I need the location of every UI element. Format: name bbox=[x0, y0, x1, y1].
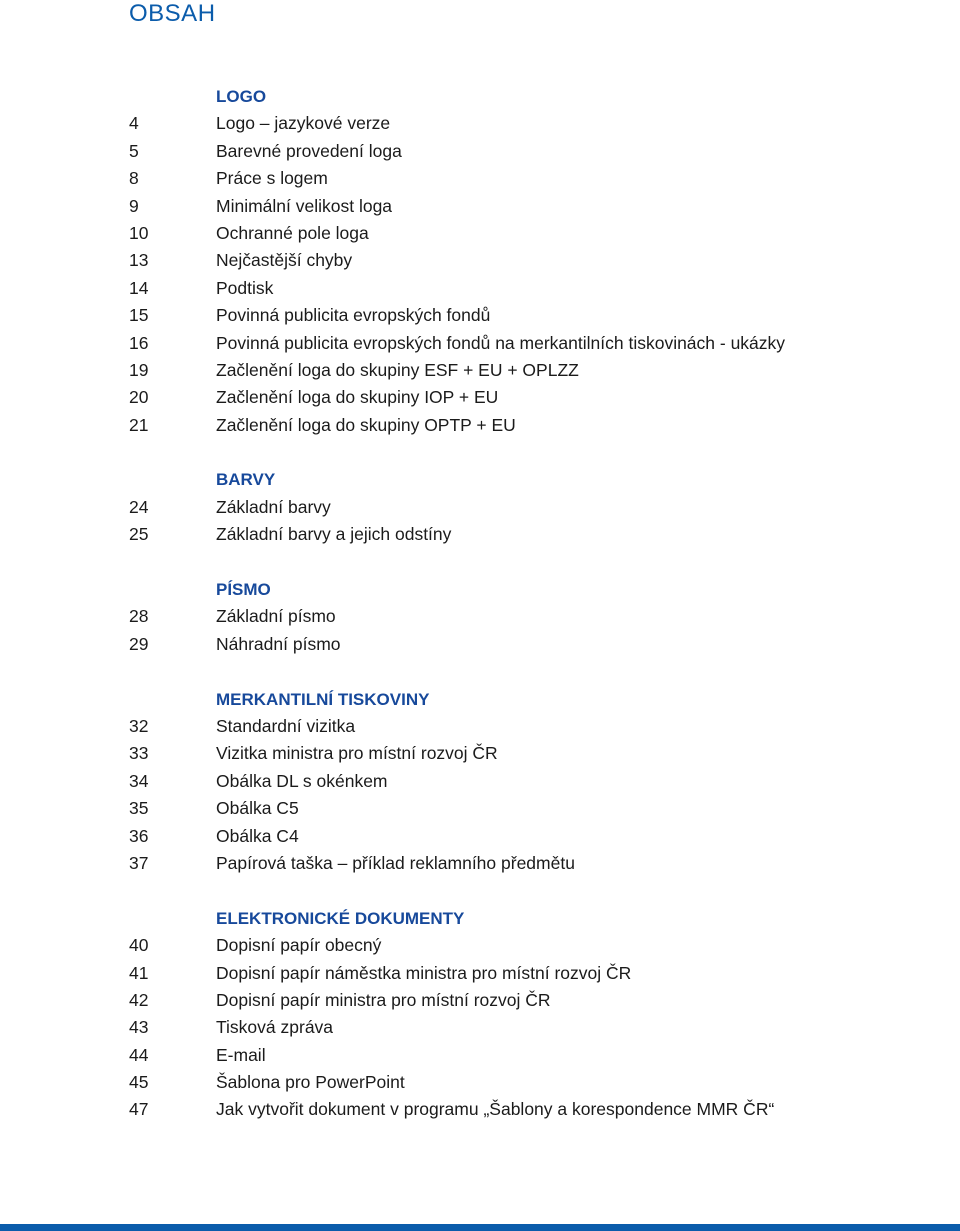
toc-page-number: 37 bbox=[129, 852, 149, 873]
toc-entry-title: Základní písmo bbox=[216, 606, 336, 627]
toc-entry[interactable] bbox=[129, 302, 889, 329]
toc-entry-title: Začlenění loga do skupiny IOP + EU bbox=[216, 387, 499, 408]
toc-page-number: 33 bbox=[129, 743, 149, 764]
toc-entry-title: Nejčastější chyby bbox=[216, 250, 353, 271]
toc-section bbox=[129, 576, 889, 658]
toc-entry-title: Obálka C4 bbox=[216, 825, 299, 846]
toc-entry-title: Povinná publicita evropských fondů bbox=[216, 305, 491, 326]
section-heading: MERKANTILNÍ TISKOVINY bbox=[216, 689, 430, 709]
toc-section bbox=[129, 83, 889, 439]
toc-entry[interactable] bbox=[129, 330, 889, 357]
toc-section bbox=[129, 905, 889, 1124]
toc-page-number: 16 bbox=[129, 332, 149, 353]
toc-section bbox=[129, 686, 889, 878]
section-heading: PÍSMO bbox=[216, 580, 271, 600]
toc-entry[interactable] bbox=[129, 1096, 889, 1123]
toc-entry[interactable] bbox=[129, 823, 889, 850]
toc-entry[interactable] bbox=[129, 713, 889, 740]
toc-entry-title: Ochranné pole loga bbox=[216, 222, 369, 243]
toc-page-number: 9 bbox=[129, 195, 139, 216]
toc-entry[interactable] bbox=[129, 795, 889, 822]
toc-entry[interactable] bbox=[129, 275, 889, 302]
toc-entry[interactable] bbox=[129, 412, 889, 439]
toc-entry-title: Podtisk bbox=[216, 277, 274, 298]
toc-entry[interactable] bbox=[129, 987, 889, 1014]
section-gap bbox=[129, 549, 889, 576]
toc-page-number: 35 bbox=[129, 798, 149, 819]
toc-entry[interactable] bbox=[129, 247, 889, 274]
toc-page-number: 5 bbox=[129, 140, 139, 161]
toc-page-number: 34 bbox=[129, 770, 149, 791]
toc-page-number: 28 bbox=[129, 606, 149, 627]
toc-entry-title: Práce s logem bbox=[216, 168, 328, 189]
section-heading: LOGO bbox=[216, 87, 267, 106]
toc-entry-title: Papírová taška – příklad reklamního předmětu bbox=[216, 852, 575, 873]
toc-entry[interactable] bbox=[129, 1069, 889, 1096]
toc-page-number: 24 bbox=[129, 496, 149, 517]
toc-entry-title: Šablona pro PowerPoint bbox=[216, 1072, 405, 1093]
toc-page-number: 20 bbox=[129, 387, 149, 408]
toc-entry-title: Vizitka ministra pro místní rozvoj ČR bbox=[216, 743, 498, 764]
toc-page-number: 40 bbox=[129, 935, 149, 956]
toc-entry[interactable] bbox=[129, 494, 889, 521]
toc-entry-title: Náhradní písmo bbox=[216, 633, 341, 654]
toc-entry[interactable] bbox=[129, 603, 889, 630]
page-title: OBSAH bbox=[129, 0, 216, 27]
toc-entry-title: E-mail bbox=[216, 1044, 266, 1065]
toc-entry[interactable] bbox=[129, 932, 889, 959]
toc-entry-title: Základní barvy bbox=[216, 496, 331, 517]
toc-entry[interactable] bbox=[129, 138, 889, 165]
section-heading: ELEKTRONICKÉ DOKUMENTY bbox=[216, 908, 465, 928]
toc-entry[interactable] bbox=[129, 740, 889, 767]
toc-page-number: 10 bbox=[129, 222, 149, 243]
toc-entry-title: Obálka C5 bbox=[216, 798, 299, 819]
toc-entry-title: Obálka DL s okénkem bbox=[216, 770, 388, 791]
toc-entry-title: Dopisní papír náměstka ministra pro místní rozvoj ČR bbox=[216, 962, 632, 983]
toc-entry-title: Minimální velikost loga bbox=[216, 195, 393, 216]
toc-page-number: 25 bbox=[129, 524, 149, 545]
toc-entry-title: Dopisní papír ministra pro místní rozvoj ČR bbox=[216, 989, 551, 1010]
section-gap bbox=[129, 439, 889, 466]
toc-entry-title: Barevné provedení loga bbox=[216, 140, 402, 161]
toc-entry-title: Začlenění loga do skupiny OPTP + EU bbox=[216, 414, 516, 435]
toc-page-number: 21 bbox=[129, 414, 149, 435]
toc-entry[interactable] bbox=[129, 1014, 889, 1041]
table-of-contents bbox=[129, 83, 889, 1124]
toc-entry[interactable] bbox=[129, 850, 889, 877]
toc-page-number: 47 bbox=[129, 1099, 149, 1120]
toc-page-number: 45 bbox=[129, 1072, 149, 1093]
toc-entry[interactable] bbox=[129, 165, 889, 192]
section-heading: BARVY bbox=[216, 470, 276, 490]
toc-entry[interactable] bbox=[129, 768, 889, 795]
toc-page-number: 13 bbox=[129, 250, 149, 271]
toc-page-number: 19 bbox=[129, 359, 149, 380]
toc-entry-title: Začlenění loga do skupiny ESF + EU + OPLZZ bbox=[216, 359, 579, 380]
toc-page-number: 44 bbox=[129, 1044, 149, 1065]
toc-entry[interactable] bbox=[129, 384, 889, 411]
toc-entry[interactable] bbox=[129, 1042, 889, 1069]
toc-entry[interactable] bbox=[129, 110, 889, 137]
toc-page-number: 15 bbox=[129, 305, 149, 326]
toc-entry[interactable] bbox=[129, 960, 889, 987]
toc-entry-title: Jak vytvořit dokument v programu „Šablony a korespondence MMR ČR“ bbox=[216, 1099, 775, 1120]
toc-section bbox=[129, 466, 889, 548]
toc-page-number: 4 bbox=[129, 113, 139, 134]
toc-entry[interactable] bbox=[129, 357, 889, 384]
toc-entry-title: Dopisní papír obecný bbox=[216, 935, 382, 956]
toc-entry-title: Logo – jazykové verze bbox=[216, 113, 391, 134]
toc-entry[interactable] bbox=[129, 220, 889, 247]
toc-entry-title: Tisková zpráva bbox=[216, 1017, 334, 1038]
section-gap bbox=[129, 877, 889, 904]
toc-page-number: 32 bbox=[129, 715, 149, 736]
toc-entry[interactable] bbox=[129, 631, 889, 658]
toc-page-number: 41 bbox=[129, 962, 149, 983]
toc-page-number: 43 bbox=[129, 1017, 149, 1038]
toc-entry-title: Povinná publicita evropských fondů na merkantilních tiskovinách - ukázky bbox=[216, 332, 786, 353]
toc-page-number: 14 bbox=[129, 277, 149, 298]
bottom-accent-bar bbox=[0, 1224, 960, 1231]
toc-page-number: 36 bbox=[129, 825, 149, 846]
toc-page-number: 42 bbox=[129, 989, 149, 1010]
toc-page-number: 29 bbox=[129, 633, 149, 654]
toc-entry-title: Základní barvy a jejich odstíny bbox=[216, 524, 452, 545]
section-gap bbox=[129, 658, 889, 685]
toc-entry[interactable] bbox=[129, 193, 889, 220]
toc-page-number: 8 bbox=[129, 168, 139, 189]
toc-entry[interactable] bbox=[129, 521, 889, 548]
toc-entry-title: Standardní vizitka bbox=[216, 715, 356, 736]
